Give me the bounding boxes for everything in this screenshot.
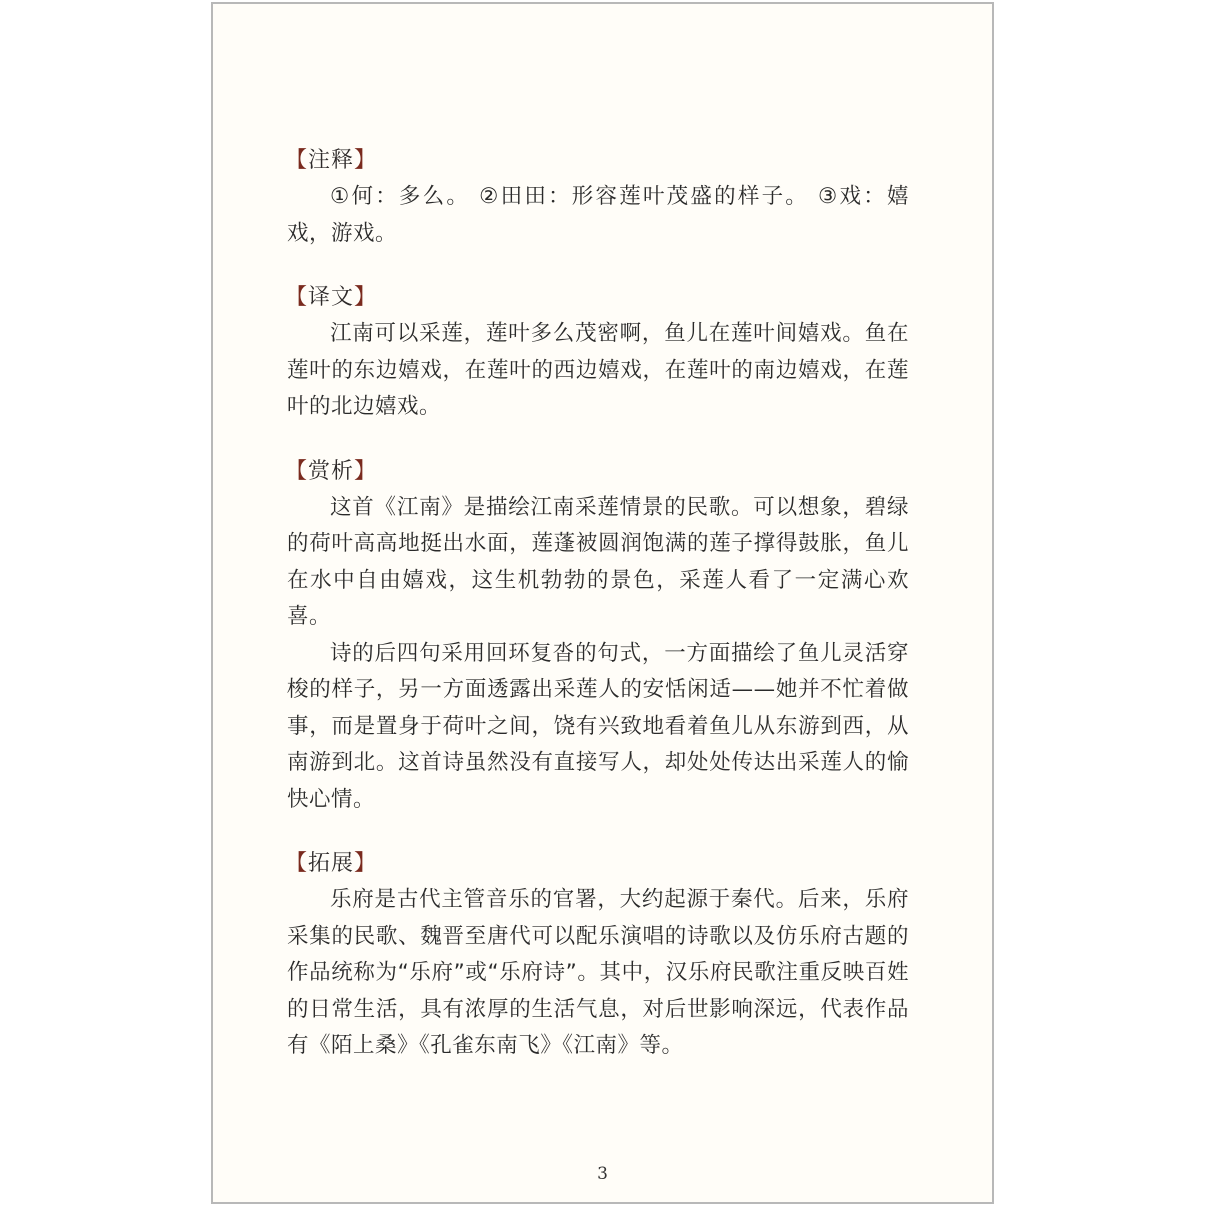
extension-paragraph: 乐府是古代主管音乐的官署，大约起源于秦代。后来，乐府采集的民歌、魏晋至唐代可以配乐演唱的诗歌以及仿乐府古题的作品统称为“乐府”或“乐府诗”。其中，汉乐府民歌注重反映百姓的日常生活，具有浓厚的生活气息，对后世影响深远，代表作品有《陌上桑》《孔雀东南飞》《江南》等。: [287, 887, 909, 1058]
translation-paragraph: 江南可以采莲，莲叶多么茂密啊，鱼儿在莲叶间嬉戏。鱼在莲叶的东边嬉戏，在莲叶的西边嬉戏，在莲叶的南边嬉戏，在莲叶的北边嬉戏。: [287, 321, 909, 419]
section-heading-translation: 【译文】: [285, 285, 378, 310]
section-heading-appreciation: 【赏析】: [285, 458, 378, 484]
appreciation-paragraph-2: 诗的后四句采用回环复沓的句式，一方面描绘了鱼儿灵活穿梭的样子，另一方面透露出采莲人的安恬闲适——她并不忙着做事，而是置身于荷叶之间，饶有兴致地看着鱼儿从东游到西，从南游到北。这首诗虽然没有直接写人，却处处传达出采莲人的愉快心情。: [287, 640, 909, 812]
section-heading-notes: 【注释】: [285, 148, 378, 173]
notes-paragraph: ①何：多么。 ②田田：形容莲叶茂盛的样子。 ③戏：嬉戏，游戏。: [287, 184, 909, 246]
section-extension: [287, 846, 909, 1065]
book-page: [211, 2, 994, 1204]
appreciation-paragraph-1: 这首《江南》是描绘江南采莲情景的民歌。可以想象，碧绿的荷叶高高地挺出水面，莲蓬被圆润饱满的莲子撑得鼓胀，鱼儿在水中自由嬉戏，这生机勃勃的景色，采莲人看了一定满心欢喜。: [287, 494, 909, 629]
section-notes: [287, 143, 909, 252]
section-heading-extension: 【拓展】: [285, 851, 378, 876]
page-number: 3: [597, 1164, 608, 1184]
page-content: [287, 143, 909, 1065]
section-translation: [287, 280, 909, 426]
section-appreciation: [287, 454, 909, 819]
